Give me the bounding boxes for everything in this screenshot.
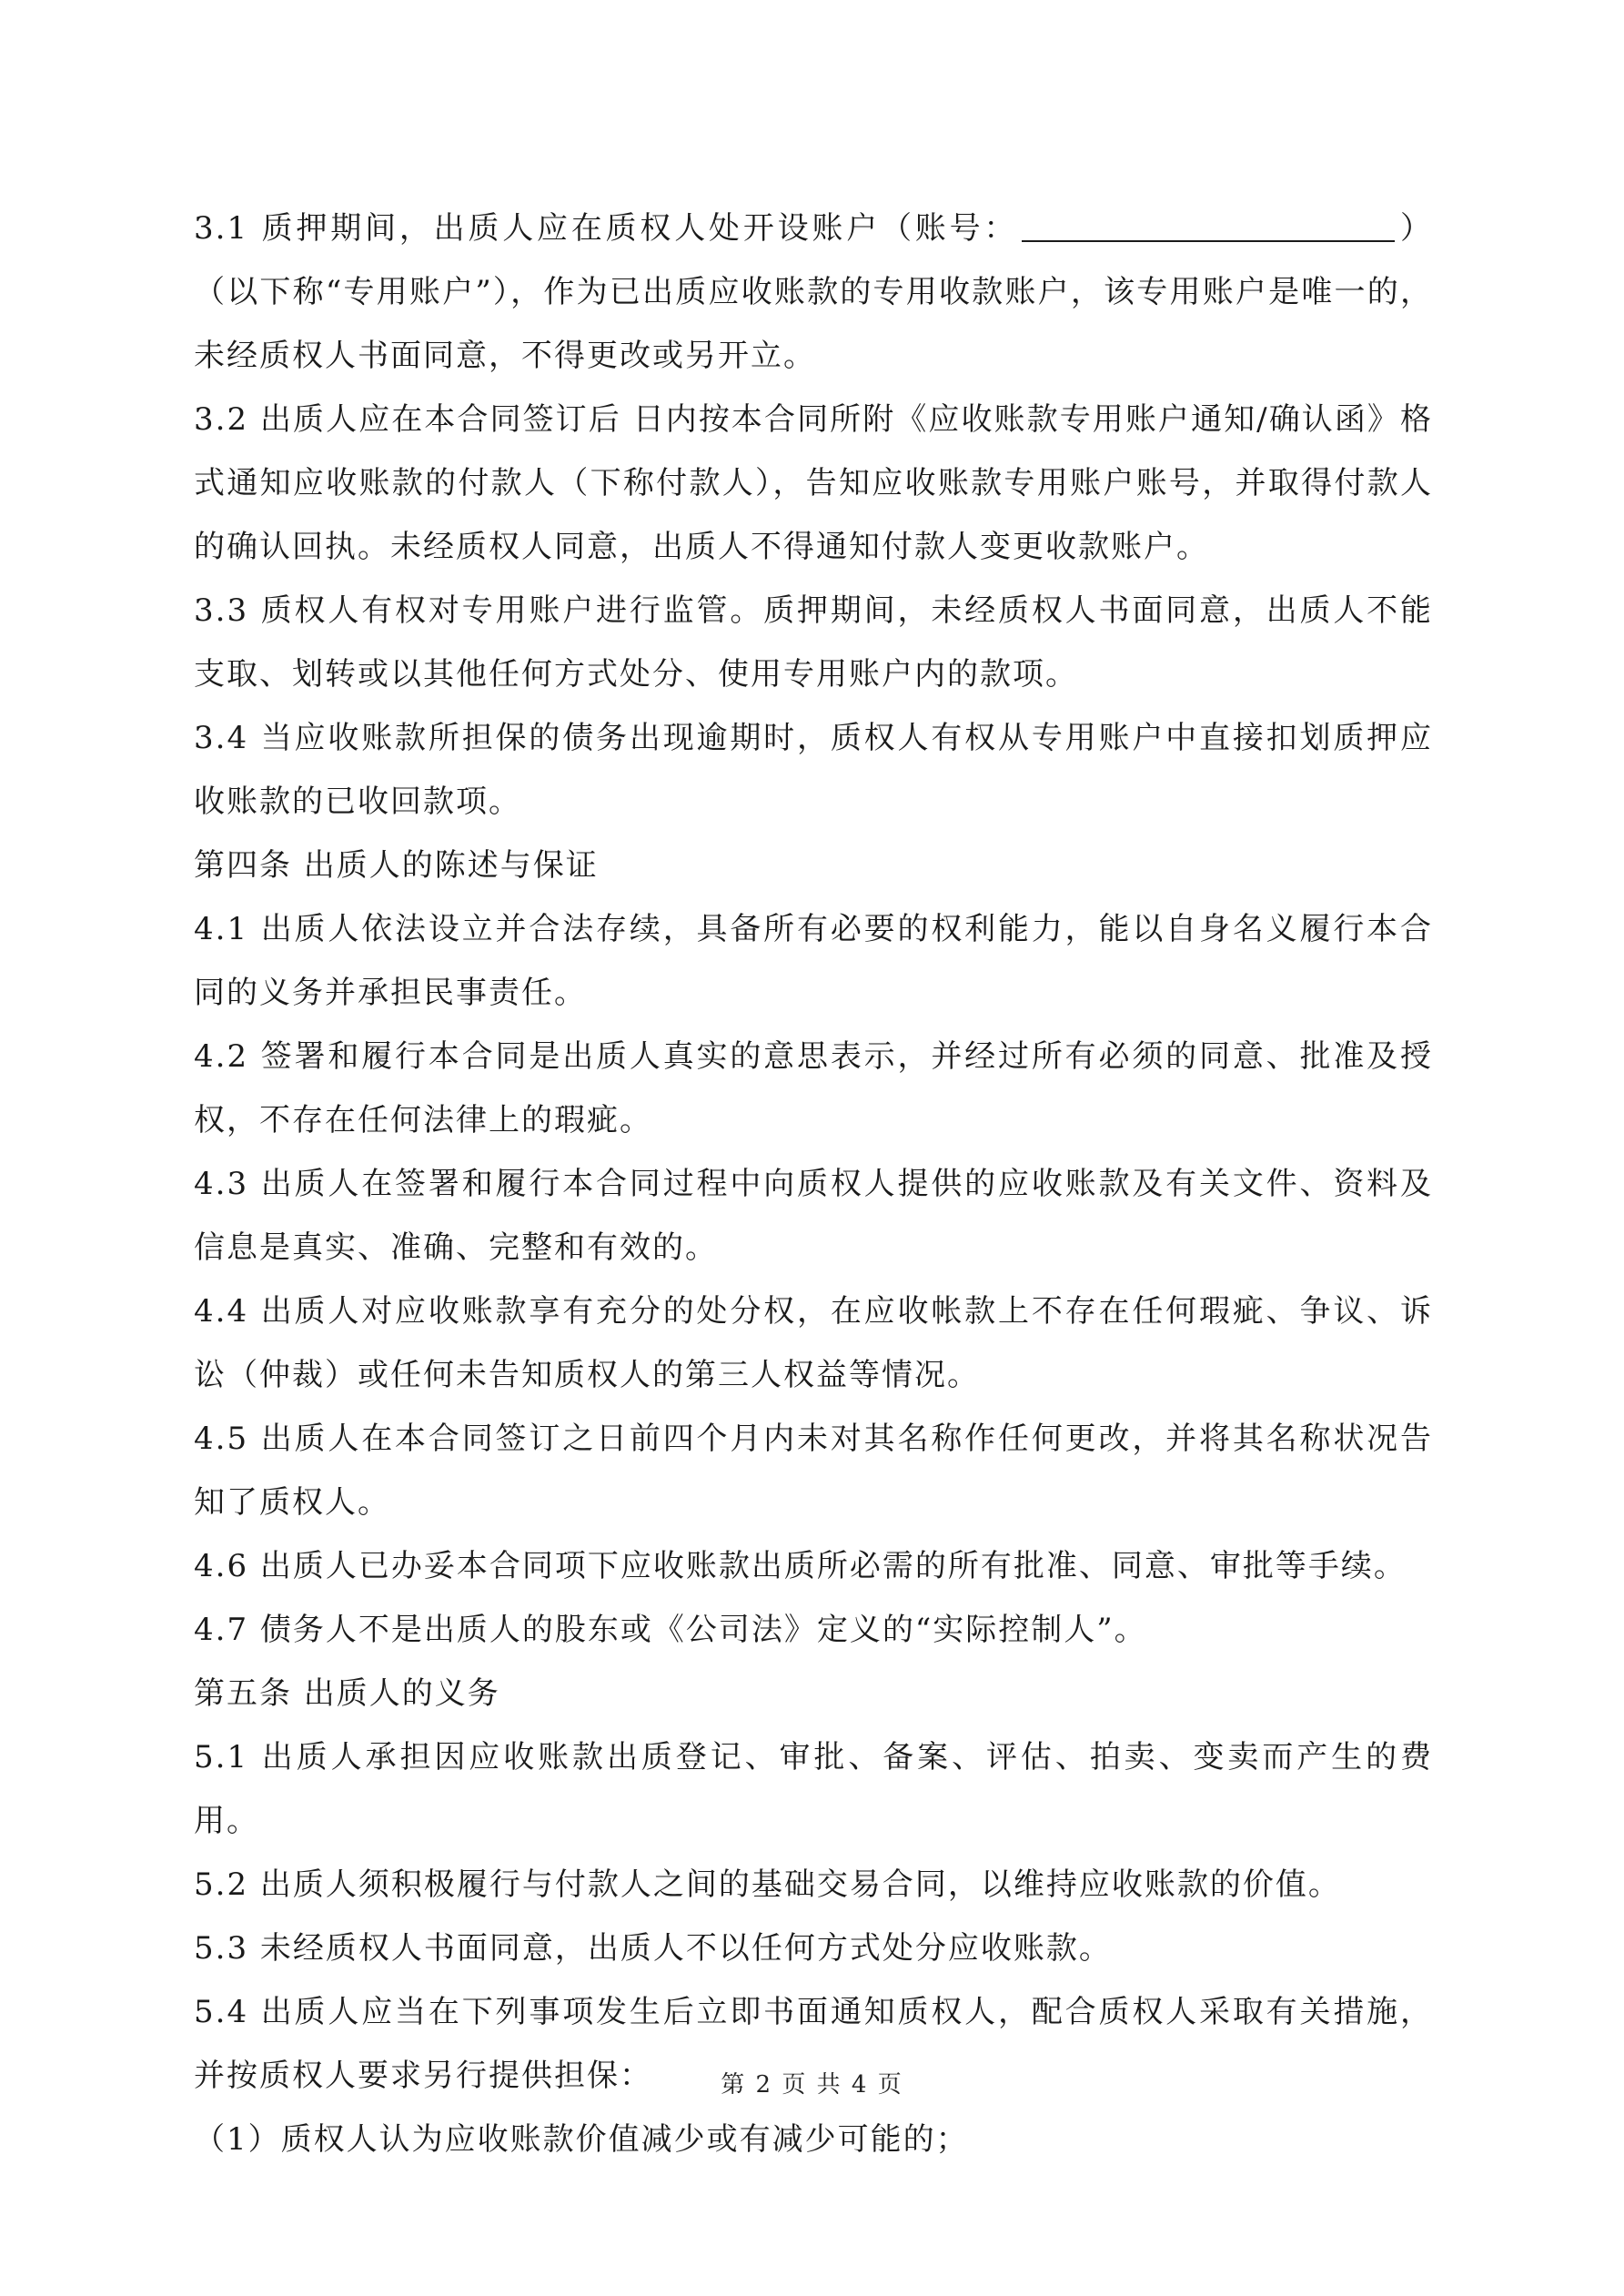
clause-3-2: 3.2 出质人应在本合同签订后 日内按本合同所附《应收账款专用账户通知/确认函》格式通知应收账款的付款人（下称付款人），告知应收账款专用账户账号，并取得付款人的确认回执。未经质权人同意，出质人不得通知付款人变更收款账户。 (194, 401, 1433, 565)
clause-4-6: 4.6 出质人已办妥本合同项下应收账款出质所必需的所有批准、同意、审批等手续。 (194, 1548, 1407, 1584)
clause-3-1 (194, 197, 1433, 388)
page-footer: 第 2 页 共 4 页 (721, 2071, 903, 2099)
clause-4-2: 4.2 签署和履行本合同是出质人真实的意思表示，并经过所有必须的同意、批准及授权，不存在任何法律上的瑕疵。 (194, 1038, 1433, 1138)
account-number-blank (1022, 213, 1395, 242)
clause-4-1: 4.1 出质人依法设立并合法存续，具备所有必要的权利能力，能以自身名义履行本合同的义务并承担民事责任。 (194, 911, 1433, 1011)
clause-3-1-text-start: 3.1 质押期间，出质人应在质权人处开设账户（账号： (194, 210, 1019, 247)
clause-3-3: 3.3 质权人有权对专用账户进行监管。质押期间，未经质权人书面同意，出质人不能支取、划转或以其他任何方式处分、使用专用账户内的款项。 (194, 592, 1433, 693)
clause-4-7: 4.7 债务人不是出质人的股东或《公司法》定义的“实际控制人”。 (194, 1612, 1147, 1648)
clause-5-3: 5.3 未经质权人书面同意，出质人不以任何方式处分应收账款。 (194, 1930, 1112, 1967)
list-item-1: （1）质权人认为应收账款价值减少或有减少可能的； (194, 2121, 969, 2158)
clause-4-5: 4.5 出质人在本合同签订之日前四个月内未对其名称作任何更改，并将其名称状况告知了质权人。 (194, 1421, 1433, 1521)
clause-4-4: 4.4 出质人对应收账款享有充分的处分权，在应收帐款上不存在任何瑕疵、争议、诉讼（仲裁）或任何未告知质权人的第三人权益等情况。 (194, 1293, 1433, 1393)
clause-5-2: 5.2 出质人须积极履行与付款人之间的基础交易合同，以维持应收账款的价值。 (194, 1866, 1341, 1903)
clause-4-3: 4.3 出质人在签署和履行本合同过程中向质权人提供的应收账款及有关文件、资料及信息是真实、准确、完整和有效的。 (194, 1166, 1433, 1266)
clause-5-4: 5.4 出质人应当在下列事项发生后立即书面通知质权人，配合质权人采取有关措施，并按质权人要求另行提供担保： (194, 1994, 1433, 2094)
article-4-heading: 第四条 出质人的陈述与保证 (194, 847, 599, 884)
clause-3-4: 3.4 当应收账款所担保的债务出现逾期时，质权人有权从专用账户中直接扣划质押应收账款的已收回款项。 (194, 720, 1433, 820)
document-body (194, 197, 1433, 2171)
article-5-heading: 第五条 出质人的义务 (194, 1675, 500, 1712)
clause-3-1-text-end: ）（以下称“专用账户”），作为已出质应收账款的专用收款账户，该专用账户是唯一的，未经质权人书面同意，不得更改或另开立。 (194, 210, 1433, 374)
clause-5-1: 5.1 出质人承担因应收账款出质登记、审批、备案、评估、拍卖、变卖而产生的费用。 (194, 1739, 1433, 1839)
